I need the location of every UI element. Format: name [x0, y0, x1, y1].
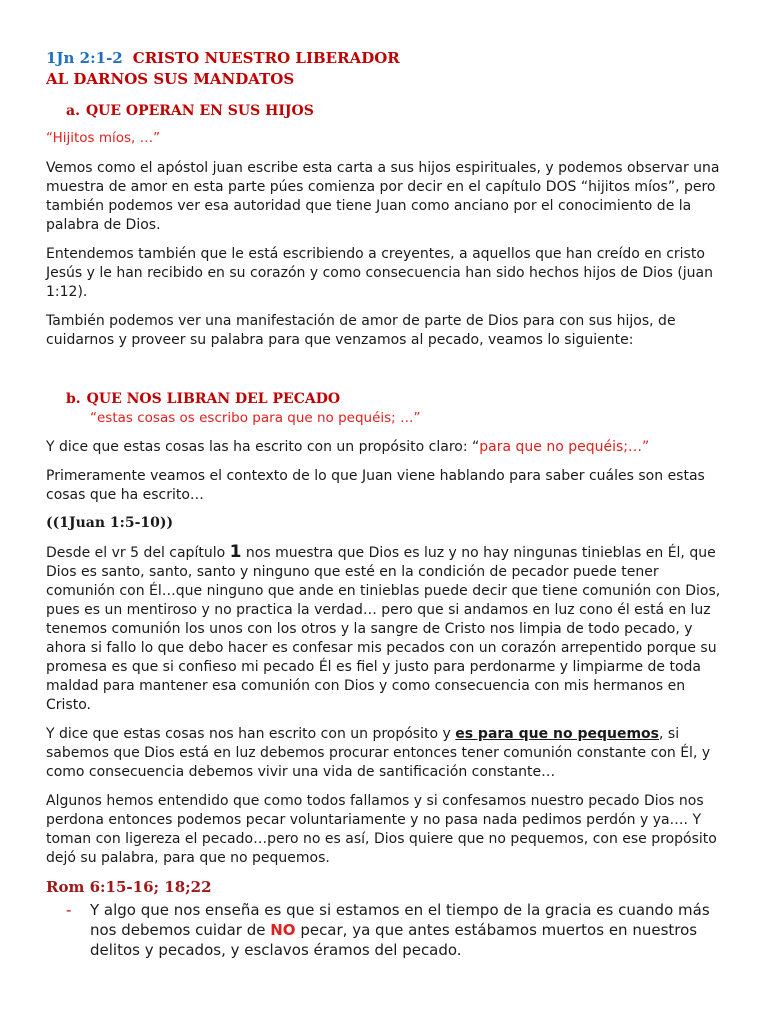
paragraph-text: Y dice que estas cosas nos han escrito con un propósito y [46, 726, 456, 742]
paragraph: Vemos como el apóstol juan escribe esta carta a sus hijos espirituales, y podemos observar una muestra de amor en esta parte púes comienza por decir en el capítulo DOS “hijitos míos”, pero también podemos ver esa autoridad que tiene Juan como anciano por el conocimiento de la palabra de Dios. [46, 160, 720, 233]
list-item [46, 900, 722, 960]
paragraph [46, 438, 722, 457]
section-a-letter: a. [66, 103, 80, 119]
bullet-text [90, 900, 722, 960]
paragraph [46, 543, 722, 715]
bullet-dash: - [66, 901, 72, 919]
section-b-title: QUE NOS LIBRAN DEL PECADO [86, 391, 341, 407]
document-title [46, 48, 722, 90]
section-a-quote: “Hijitos míos, …” [46, 130, 161, 146]
emphasized-no: NO [270, 921, 296, 939]
verse-reference: ((1Juan 1:5-10)) [46, 515, 174, 531]
title-line-1: CRISTO NUESTRO LIBERADOR [132, 49, 400, 67]
paragraph: Algunos hemos entendido que como todos fallamos y si confesamos nuestro pecado Dios nos perdona entonces podemos pecar voluntariamente y no pasa nada pedimos perdón y ya…. Y toman con ligereza el pecado…pero no es así, Dios quiere que no pequemos, con ese propósito dejó su palabra, para que no pequemos. [46, 793, 717, 866]
paragraph: Entendemos también que le está escribiendo a creyentes, a aquellos que han creído en cristo Jesús y le han recibido en su corazón y como consecuencia han sido hechos hijos de Dios (juan 1:12). [46, 246, 713, 300]
section-b-heading [46, 391, 722, 407]
paragraph [46, 725, 722, 782]
paragraph-text: , si sabemos que Dios está en luz debemos procurar entonces tener comunión constante con Él, y como consecuencia debemos vivir una vida de santificación constante… [46, 726, 711, 780]
romans-reference: Rom 6:15-16; 18;22 [46, 878, 212, 896]
section-b-letter: b. [66, 391, 81, 407]
paragraph-text: Y algo que nos enseña es que si estamos en el tiempo de la gracia es cuando más nos debemos cuidar de [90, 901, 710, 939]
paragraph-text: Desde el vr 5 del capítulo [46, 545, 230, 561]
title-line-2: AL DARNOS SUS MANDATOS [46, 70, 295, 88]
paragraph-text: pecar, ya que antes estábamos muertos en nuestros delitos y pecados, y esclavos éramos del pecado. [90, 921, 698, 959]
paragraph: Primeramente veamos el contexto de lo que Juan viene hablando para saber cuáles son estas cosas que ha escrito… [46, 468, 705, 503]
paragraph-red-quote: para que no pequéis;…” [479, 439, 650, 455]
section-a-title: QUE OPERAN EN SUS HIJOS [85, 103, 314, 119]
section-a-heading [46, 103, 722, 119]
paragraph: También podemos ver una manifestación de amor de parte de Dios para con sus hijos, de cuidarnos y proveer su palabra para que venzamos al pecado, veamos lo siguiente: [46, 313, 676, 348]
emphasized-phrase: es para que no pequemos [455, 726, 659, 742]
scripture-reference: 1Jn 2:1-2 [46, 49, 123, 67]
section-b-quote: “estas cosas os escribo para que no pequéis; …” [90, 410, 421, 426]
paragraph-text: Y dice que estas cosas las ha escrito con un propósito claro: “ [46, 439, 480, 455]
paragraph-text: nos muestra que Dios es luz y no hay ningunas tinieblas en Él, que Dios es santo, santo, santo y ninguno que esté en la condición de pecador puede tener comunión con Él…que ninguno que ande en tinieblas puede decir que tiene comunión con Dios, pues es un mentiroso y no practica la verdad… pero que si andamos en luz cono él está en luz tenemos comunión los unos con los otros y la sangre de Cristo nos limpia de todo pecado, y ahora si fallo lo que debo hacer es confesar mis pecados con un corazón arrepentido porque su promesa es que si confieso mi pecado Él es fiel y justo para perdonarme y limpiarme de toda maldad para mantener esa comunión con Dios y como consecuencia con mis hermanos en Cristo. [46, 545, 721, 713]
chapter-number: 1 [229, 542, 242, 562]
